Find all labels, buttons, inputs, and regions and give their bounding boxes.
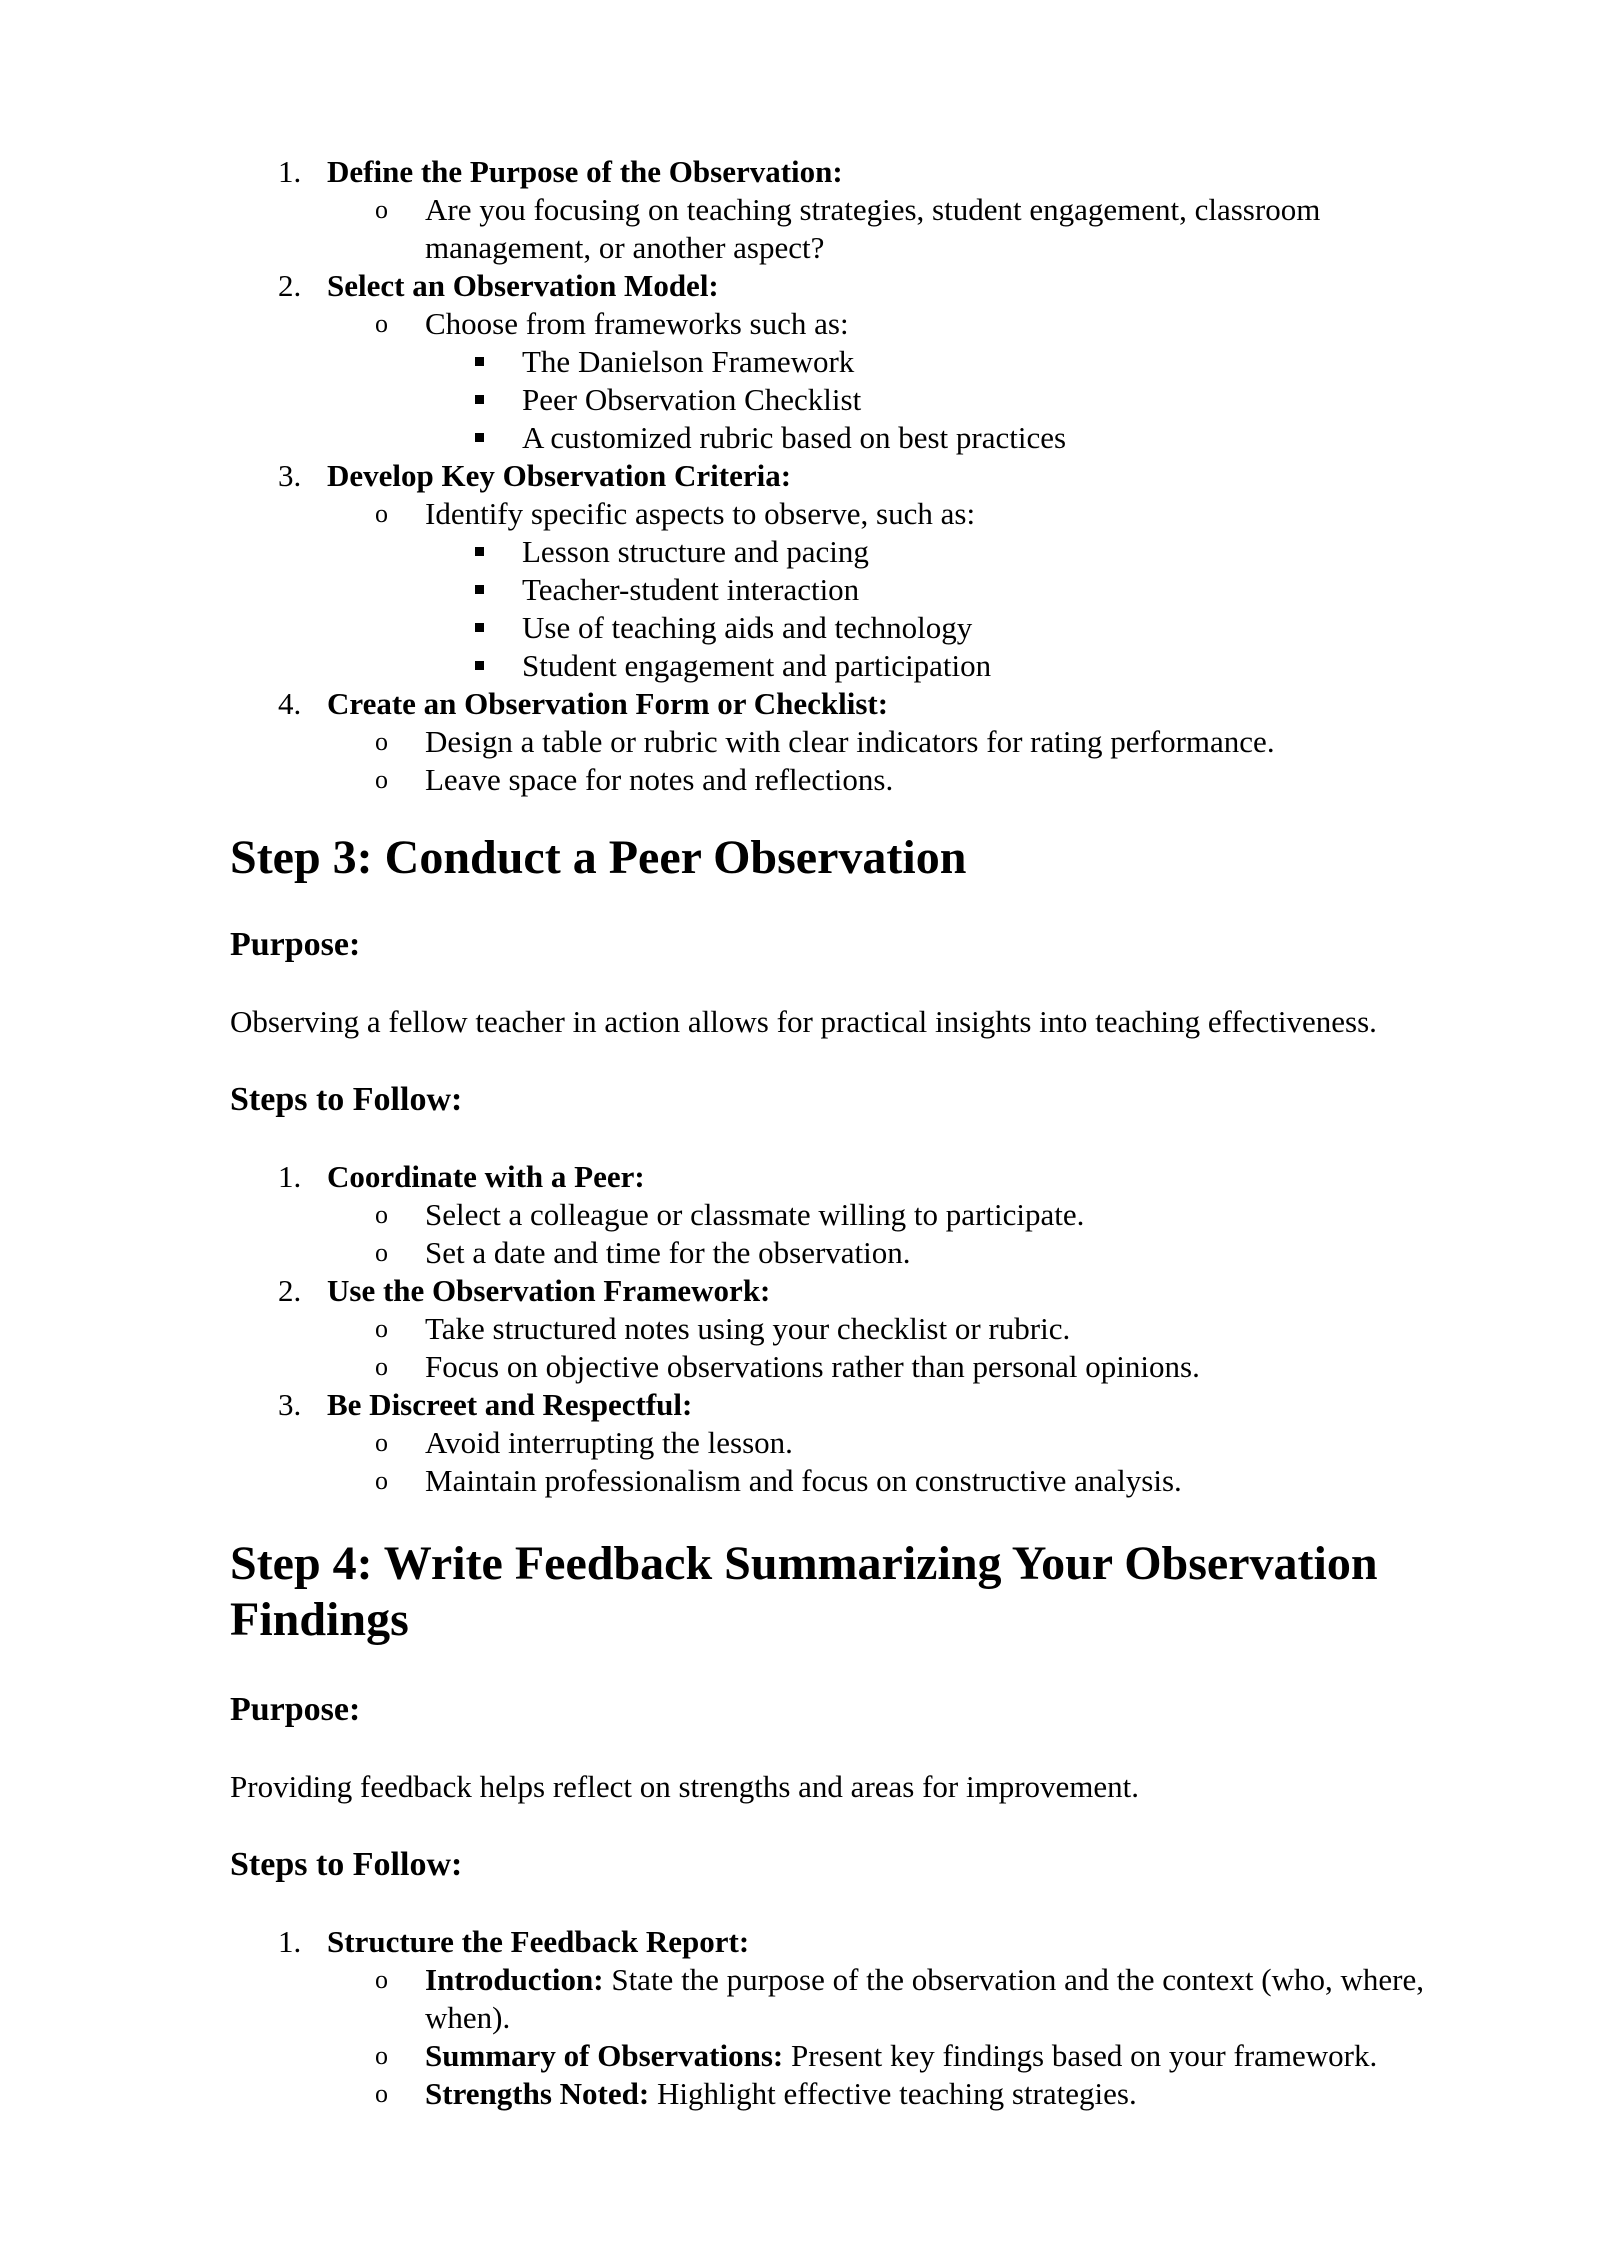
circle-bullet-icon: o bbox=[375, 1200, 388, 1229]
bullet-text: Student engagement and participation bbox=[522, 648, 992, 683]
circle-bullet-icon: o bbox=[375, 765, 388, 794]
sub-item-text: Identify specific aspects to observe, such as: bbox=[425, 496, 976, 531]
square-bullet-icon bbox=[475, 395, 484, 404]
list-item-title: Develop Key Observation Criteria: bbox=[327, 458, 792, 493]
square-bullet-icon bbox=[475, 661, 484, 670]
circle-bullet-icon: o bbox=[375, 1238, 388, 1267]
sub-item-bold-label: Summary of Observations: bbox=[425, 2038, 784, 2073]
sub-item-text: when). bbox=[425, 2000, 511, 2035]
list-number: 4. bbox=[278, 686, 302, 721]
step4-purpose-text: Providing feedback helps reflect on strengths and areas for improvement. bbox=[230, 1769, 1140, 1804]
step3-heading: Step 3: Conduct a Peer Observation bbox=[230, 831, 967, 884]
circle-bullet-icon: o bbox=[375, 309, 388, 338]
bullet-text: Teacher-student interaction bbox=[522, 572, 860, 607]
sub-item-text: Leave space for notes and reflections. bbox=[425, 762, 894, 797]
bullet-text: A customized rubric based on best practices bbox=[522, 420, 1067, 455]
sub-item-text: Highlight effective teaching strategies. bbox=[649, 2076, 1137, 2111]
sub-item-text: Select a colleague or classmate willing to participate. bbox=[425, 1197, 1085, 1232]
list-item-title: Create an Observation Form or Checklist: bbox=[327, 686, 889, 721]
sub-item-text: Present key findings based on your framework. bbox=[783, 2038, 1378, 2073]
bullet-text: Use of teaching aids and technology bbox=[522, 610, 973, 645]
step4-heading-line2: Findings bbox=[230, 1593, 409, 1646]
bullet-text: The Danielson Framework bbox=[522, 344, 855, 379]
list-item-title: Use the Observation Framework: bbox=[327, 1273, 771, 1308]
step3-steps-label: Steps to Follow: bbox=[230, 1081, 463, 1118]
sub-item-text: Are you focusing on teaching strategies, student engagement, classroom bbox=[425, 192, 1321, 227]
circle-bullet-icon: o bbox=[375, 1428, 388, 1457]
circle-bullet-icon: o bbox=[375, 1466, 388, 1495]
square-bullet-icon bbox=[475, 547, 484, 556]
circle-bullet-icon: o bbox=[375, 499, 388, 528]
list-number: 1. bbox=[278, 154, 302, 189]
step3-purpose-text: Observing a fellow teacher in action allows for practical insights into teaching effectiveness. bbox=[230, 1004, 1377, 1039]
list-item-title: Coordinate with a Peer: bbox=[327, 1159, 645, 1194]
sub-item-text: Maintain professionalism and focus on constructive analysis. bbox=[425, 1463, 1182, 1498]
step4-heading-line1: Step 4: Write Feedback Summarizing Your Observation bbox=[230, 1537, 1378, 1590]
sub-item-text: Take structured notes using your checklist or rubric. bbox=[425, 1311, 1071, 1346]
square-bullet-icon bbox=[475, 357, 484, 366]
bullet-text: Peer Observation Checklist bbox=[522, 382, 862, 417]
step4-steps-label: Steps to Follow: bbox=[230, 1846, 463, 1883]
list-item-title: Define the Purpose of the Observation: bbox=[327, 154, 843, 189]
circle-bullet-icon: o bbox=[375, 1352, 388, 1381]
square-bullet-icon bbox=[475, 585, 484, 594]
sub-item-text: Design a table or rubric with clear indicators for rating performance. bbox=[425, 724, 1275, 759]
sub-item-content bbox=[425, 2037, 1377, 2075]
list-number: 3. bbox=[278, 1387, 302, 1422]
list-number: 2. bbox=[278, 1273, 302, 1308]
square-bullet-icon bbox=[475, 623, 484, 632]
bullet-text: Lesson structure and pacing bbox=[522, 534, 869, 569]
list-number: 1. bbox=[278, 1159, 302, 1194]
list-item-title: Structure the Feedback Report: bbox=[327, 1924, 750, 1959]
sub-item-text: State the purpose of the observation and the context (who, where, bbox=[603, 1962, 1424, 1997]
list-number: 1. bbox=[278, 1924, 302, 1959]
sub-item-text: Focus on objective observations rather than personal opinions. bbox=[425, 1349, 1200, 1384]
step3-purpose-label: Purpose: bbox=[230, 926, 361, 963]
circle-bullet-icon: o bbox=[375, 727, 388, 756]
sub-item-bold-label: Introduction: bbox=[425, 1962, 604, 1997]
sub-item-text: Choose from frameworks such as: bbox=[425, 306, 849, 341]
list-item-title: Select an Observation Model: bbox=[327, 268, 719, 303]
circle-bullet-icon: o bbox=[375, 195, 388, 224]
sub-item-text: management, or another aspect? bbox=[425, 230, 825, 265]
sub-item-content bbox=[425, 1961, 1424, 1999]
sub-item-bold-label: Strengths Noted: bbox=[425, 2076, 650, 2111]
list-number: 2. bbox=[278, 268, 302, 303]
list-item-title: Be Discreet and Respectful: bbox=[327, 1387, 693, 1422]
sub-item-text: Set a date and time for the observation. bbox=[425, 1235, 911, 1270]
step4-purpose-label: Purpose: bbox=[230, 1691, 361, 1728]
circle-bullet-icon: o bbox=[375, 2041, 388, 2070]
square-bullet-icon bbox=[475, 433, 484, 442]
sub-item-text: Avoid interrupting the lesson. bbox=[425, 1425, 793, 1460]
circle-bullet-icon: o bbox=[375, 1314, 388, 1343]
circle-bullet-icon: o bbox=[375, 2079, 388, 2108]
sub-item-content bbox=[425, 2075, 1137, 2113]
circle-bullet-icon: o bbox=[375, 1965, 388, 1994]
list-number: 3. bbox=[278, 458, 302, 493]
